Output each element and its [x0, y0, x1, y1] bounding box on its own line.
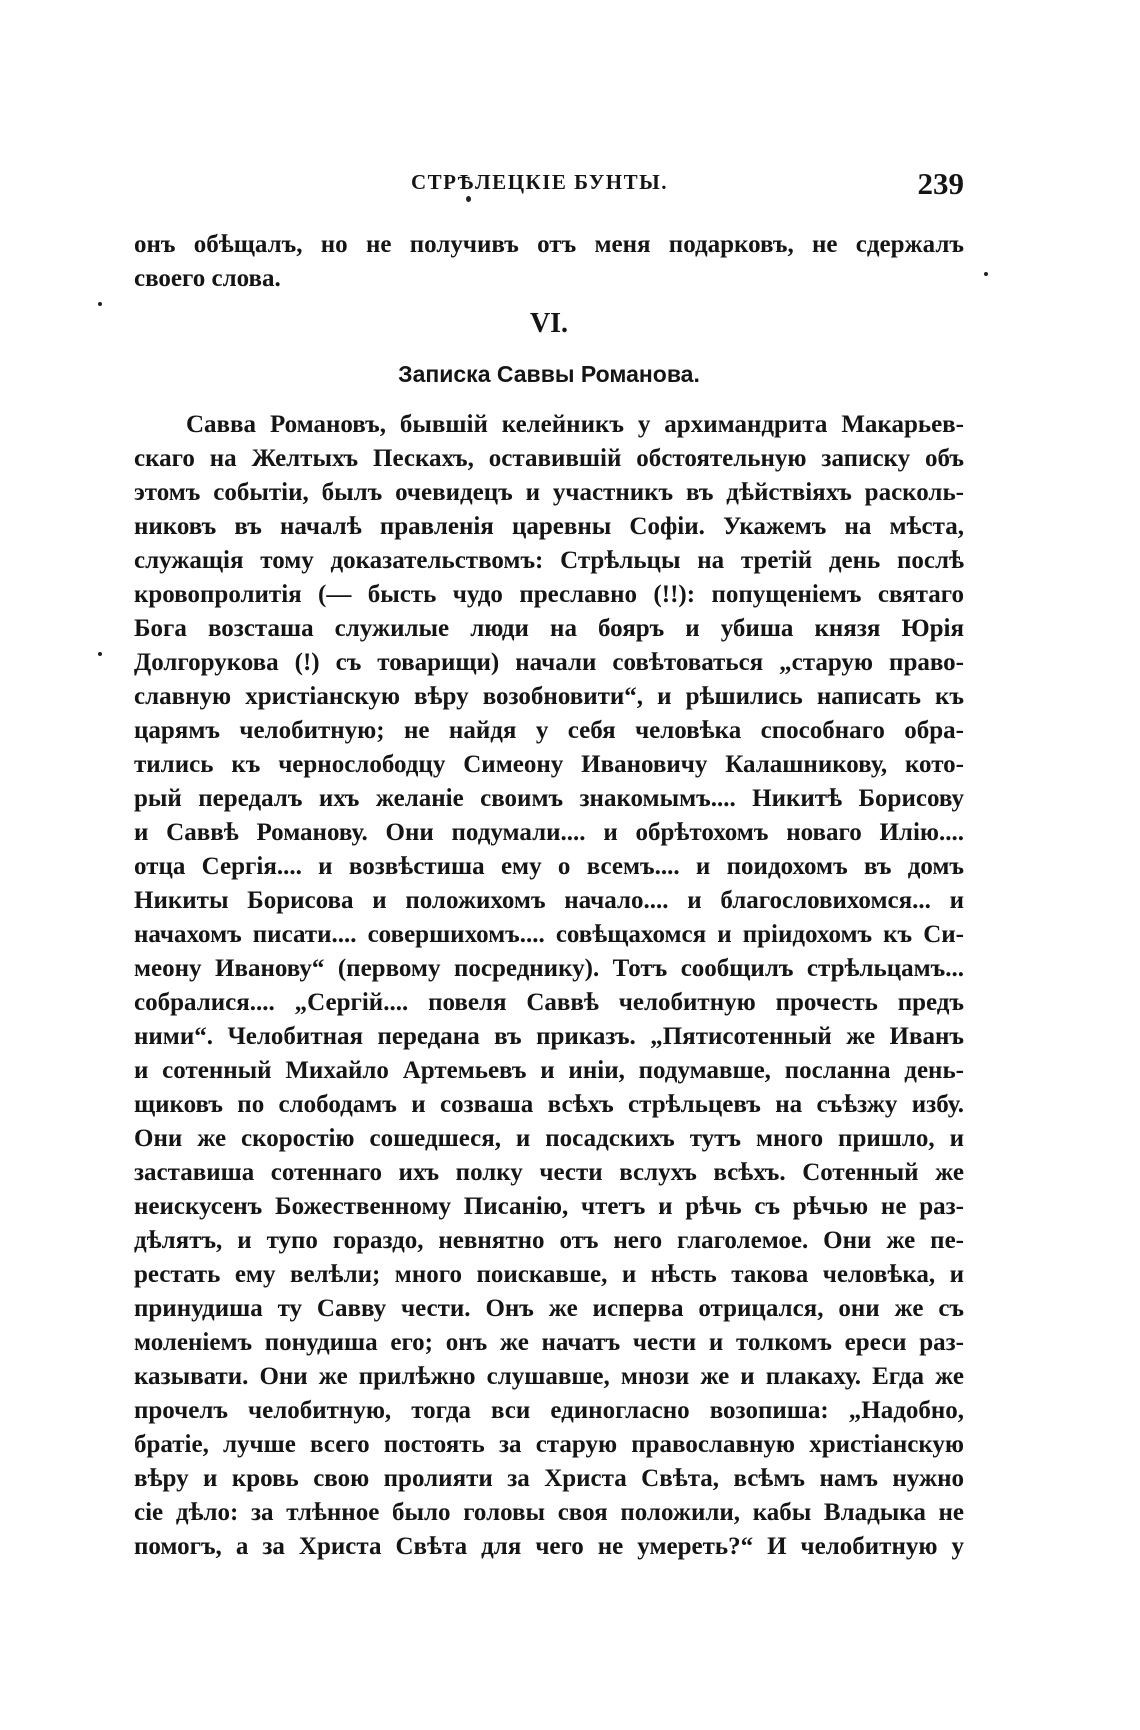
text-line: кровопролитія (— бысть чудо преславно (!!): попущеніемъ святаго [134, 581, 964, 608]
text-line: сіе дѣло: за тлѣнное было головы своя положили, кабы Владыка не [134, 1499, 964, 1526]
text-line: скаго на Желтыхъ Пескахъ, оставившій обстоятельную записку объ [134, 445, 964, 472]
text-line: заставиша сотеннаго ихъ полку чести вслухъ всѣхъ. Сотенный же [134, 1159, 964, 1186]
section-number: VI. [529, 308, 569, 339]
text-line: славную христіанскую вѣру возобновити“, и рѣшились написать къ [134, 683, 964, 710]
ink-speck [466, 196, 471, 202]
running-title: СТРѢЛЕЦКІЕ БУНТЫ. [411, 170, 668, 194]
page-number: 239 [917, 166, 964, 201]
text-line: Долгорукова (!) съ товарищи) начали совѣтоваться „старую право- [134, 649, 964, 676]
text-line: тились къ чернослободцу Симеону Ивановичу Калашникову, кото- [134, 751, 964, 778]
ink-speck [98, 652, 102, 656]
text-line: меону Иванову“ (первому посреднику). Тотъ сообщилъ стрѣльцамъ... [134, 955, 964, 982]
text-line: неискусенъ Божественному Писанію, чтетъ и рѣчь съ рѣчью не раз- [134, 1193, 964, 1220]
text-line: Никиты Борисова и положихомъ начало.... и благословихомся... и [134, 887, 964, 914]
text-line: служащія тому доказательствомъ: Стрѣльцы на третій день послѣ [134, 547, 964, 574]
text-line: казывати. Они же прилѣжно слушавше, мнози же и плакаху. Егда же [134, 1363, 964, 1390]
text-line: рый передалъ ихъ желаніе своимъ знакомымъ.... Никитѣ Борисову [134, 785, 964, 812]
text-line: прочелъ челобитную, тогда вси единогласно возопиша: „Надобно, [134, 1397, 964, 1424]
page-header [134, 166, 964, 206]
text-line: онъ обѣщалъ, но не получивъ отъ меня подарковъ, не сдержалъ [134, 231, 964, 258]
text-line: начахомъ писати.... совершихомъ.... совѣщахомся и пріидохомъ къ Си- [134, 921, 964, 948]
text-line: никовъ въ началѣ правленія царевны Софіи. Укажемъ на мѣста, [134, 513, 964, 540]
text-line: этомъ событіи, былъ очевидецъ и участникъ въ дѣйствіяхъ расколь- [134, 479, 964, 506]
text-line: собралися.... „Сергій.... повеля Саввѣ челобитную прочесть предъ [134, 989, 964, 1016]
page-text [134, 228, 964, 1564]
text-line: ними“. Челобитная передана въ приказъ. „Пятисотенный же Иванъ [134, 1023, 964, 1050]
section-title: Записка Саввы Романова. [398, 361, 700, 387]
text-line: моленіемъ понудиша его; онъ же начатъ чести и толкомъ ереси раз- [134, 1329, 964, 1356]
text-line: помогъ, а за Христа Свѣта для чего не умереть?“ И челобитную у [134, 1533, 964, 1560]
text-line: и Саввѣ Романову. Они подумали.... и обрѣтохомъ новаго Илію.... [134, 819, 964, 846]
text-line: своего слова. [134, 265, 281, 292]
text-line: Бога возсташа служилые люди на бояръ и убиша князя Юрія [134, 615, 964, 642]
text-line: Савва Романовъ, бывшій келейникъ у архимандрита Макарьев- [186, 411, 964, 438]
text-line: братіе, лучше всего постоять за старую православную христіанскую [134, 1431, 964, 1458]
text-line: царямъ челобитную; не найдя у себя человѣка способнаго обра- [134, 717, 964, 744]
ink-speck [984, 272, 988, 276]
text-line: принудиша ту Савву чести. Онъ же исперва отрицался, они же съ [134, 1295, 964, 1322]
text-line: вѣру и кровь свою пролияти за Христа Свѣта, всѣмъ намъ нужно [134, 1465, 964, 1492]
text-line: дѣлятъ, и тупо гораздо, невнятно отъ него глаголемое. Они же пе- [134, 1227, 964, 1254]
text-line: отца Сергія.... и возвѣстиша ему о всемъ.... и поидохомъ въ домъ [134, 853, 964, 880]
text-line: щиковъ по слободамъ и созваша всѣхъ стрѣльцевъ на съѣзжу избу. [134, 1091, 964, 1118]
ink-speck [98, 302, 102, 306]
text-line: рестать ему велѣли; много поискавше, и нѣсть такова человѣка, и [134, 1261, 964, 1288]
text-line: Они же скоростію сошедшеся, и посадскихъ тутъ много пришло, и [134, 1125, 964, 1152]
text-line: и сотенный Михайло Артемьевъ и иніи, подумавше, посланна день- [134, 1057, 964, 1084]
